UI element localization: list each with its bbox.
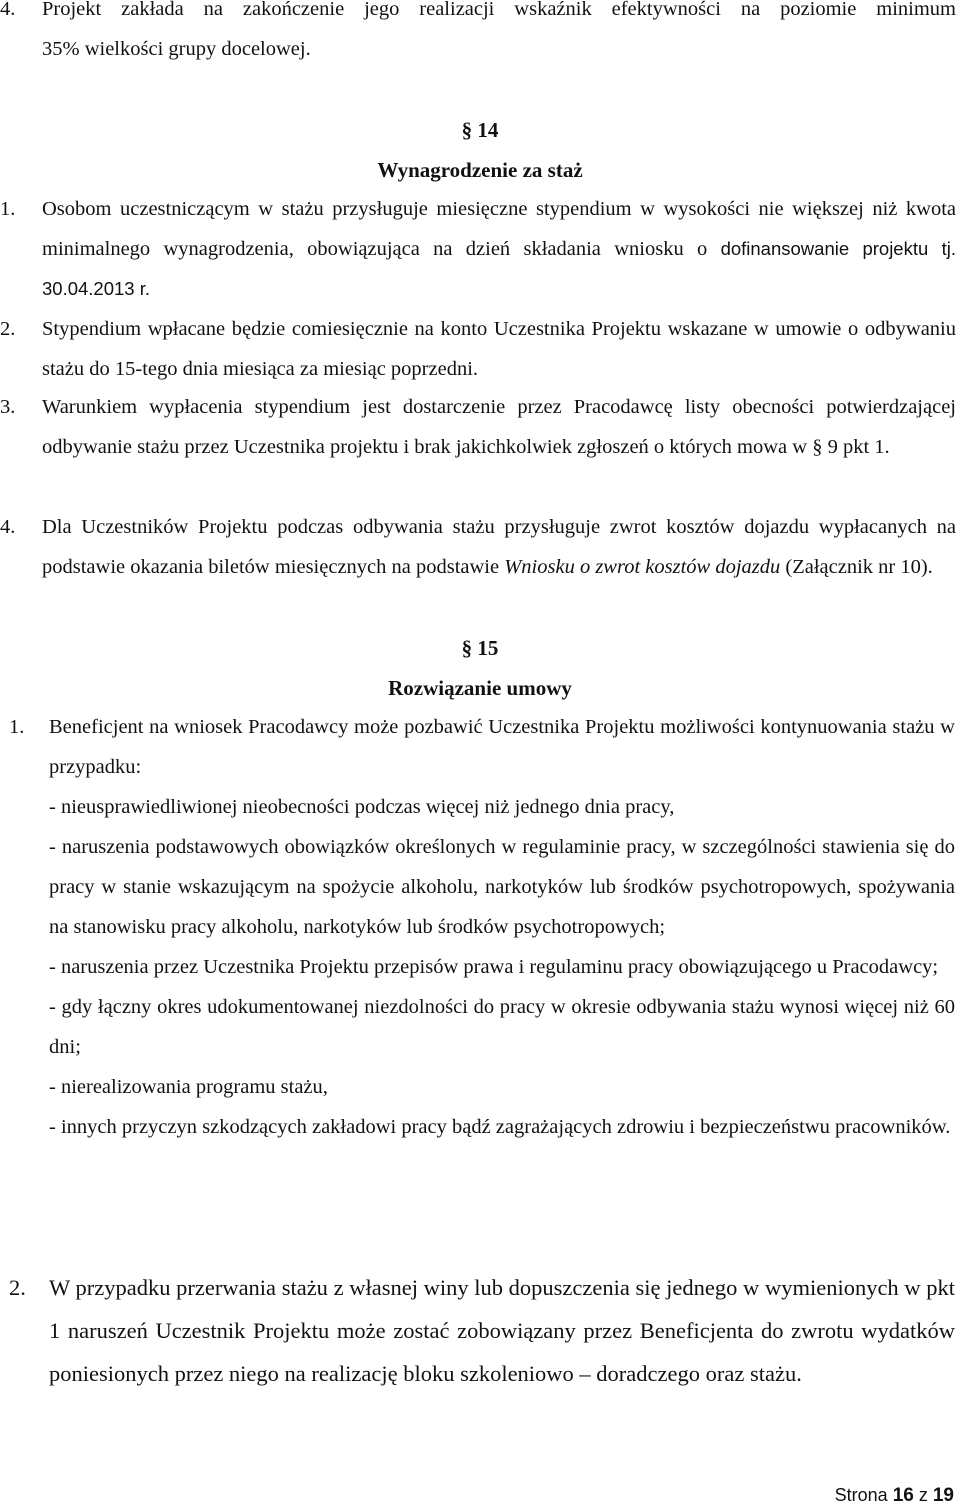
footer-label: Strona — [834, 1485, 888, 1505]
item-text: Warunkiem wypłacenia stypendium jest dostarczenie przez Pracodawcę listy obecności potwierdzającej odbywanie stażu przez Uczestnika projektu i brak jakichkolwiek zgłoszeń o których mowa w § 9 pkt 1. — [42, 396, 956, 458]
item-text: Dla Uczestników Projektu podczas odbywania stażu przysługuje zwrot kosztów dojazdu wypłacanych na podstawie okazania biletów miesięcznych na podstawie — [42, 516, 956, 578]
item-number: 1. — [0, 198, 16, 220]
item-text: Osobom uczestniczącym w stażu przysługuje miesięczne stypendium w wysokości nie większej niż kwota minimalnego wynagrodzenia, obowiązująca na dzień składania wniosku o — [42, 198, 956, 260]
page-number-footer — [835, 1485, 954, 1507]
footer-current-page: 16 — [892, 1485, 914, 1506]
footer-of: z — [918, 1485, 928, 1505]
section-14-item-1 — [0, 189, 956, 309]
list-item: - naruszenia podstawowych obowiązków określonych w regulaminie pracy, w szczególności stawienia się do pracy w stanie wskazującym na spożycie alkoholu, narkotyków lub środków psychotropowych, spożywania na stanowisku pracy alkoholu, narkotyków lub środków psychotropowych; — [49, 836, 955, 938]
item-text-line1: Projekt zakłada na zakończenie jego realizacji wskaźnik efektywności na poziomie minimum — [42, 0, 956, 20]
item-text-date: dofinansowanie projektu tj. 30.04.2013 r. — [42, 238, 956, 299]
section-15-bullet-list — [49, 787, 955, 1147]
section-14-number: § 14 — [461, 118, 499, 142]
footer-total-pages: 19 — [932, 1485, 954, 1506]
item-number: 2. — [9, 1275, 26, 1300]
list-item: - nieusprawiedliwionej nieobecności podczas więcej niż jednego dnia pracy, — [49, 796, 675, 818]
item-number: 1. — [9, 716, 25, 738]
item-number: 4. — [0, 0, 16, 20]
item-number: 2. — [0, 318, 16, 340]
item-text: Stypendium wpłacane będzie comiesięcznie na konto Uczestnika Projektu wskazane w umowie o odbywaniu stażu do 15-tego dnia miesiąca za miesiąc poprzedni. — [42, 318, 956, 380]
prev-item-4 — [0, 0, 956, 69]
section-14-item-3 — [0, 387, 956, 467]
item-number: 4. — [0, 516, 16, 538]
section-15-item-1 — [9, 707, 955, 787]
section-15-title: Rozwiązanie umowy — [388, 676, 572, 700]
item-text-italic: Wniosku o zwrot kosztów dojazdu — [504, 556, 781, 578]
list-item: - naruszenia przez Uczestnika Projektu przepisów prawa i regulaminu pracy obowiązującego u Pracodawcy; — [49, 956, 939, 978]
section-14-item-4 — [0, 507, 956, 587]
item-text-end: (Załącznik nr 10). — [780, 556, 933, 578]
list-item: - innych przyczyn szkodzących zakładowi pracy bądź zagrażających zdrowiu i bezpieczeństwu pracowników. — [49, 1116, 951, 1138]
list-item: - gdy łączny okres udokumentowanej niezdolności do pracy w okresie odbywania stażu wynosi więcej niż 60 dni; — [49, 996, 955, 1058]
section-14-item-2 — [0, 309, 956, 389]
item-text-line2: 35% wielkości grupy docelowej. — [42, 38, 311, 60]
section-14-title: Wynagrodzenie za staż — [377, 158, 583, 182]
section-15-item-2 — [9, 1266, 955, 1395]
item-text: Beneficjent na wniosek Pracodawcy może pozbawić Uczestnika Projektu możliwości kontynuowania stażu w przypadku: — [49, 716, 955, 778]
list-item: - nierealizowania programu stażu, — [49, 1076, 328, 1098]
item-text: W przypadku przerwania stażu z własnej winy lub dopuszczenia się jednego w wymienionych w pkt 1 naruszeń Uczestnik Projektu może zostać zobowiązany przez Beneficjenta do zwrotu wydatków poniesionych przez niego na realizację bloku szkoleniowo – doradczego oraz stażu. — [49, 1275, 955, 1386]
item-number: 3. — [0, 396, 16, 418]
section-15-number: § 15 — [461, 636, 499, 660]
